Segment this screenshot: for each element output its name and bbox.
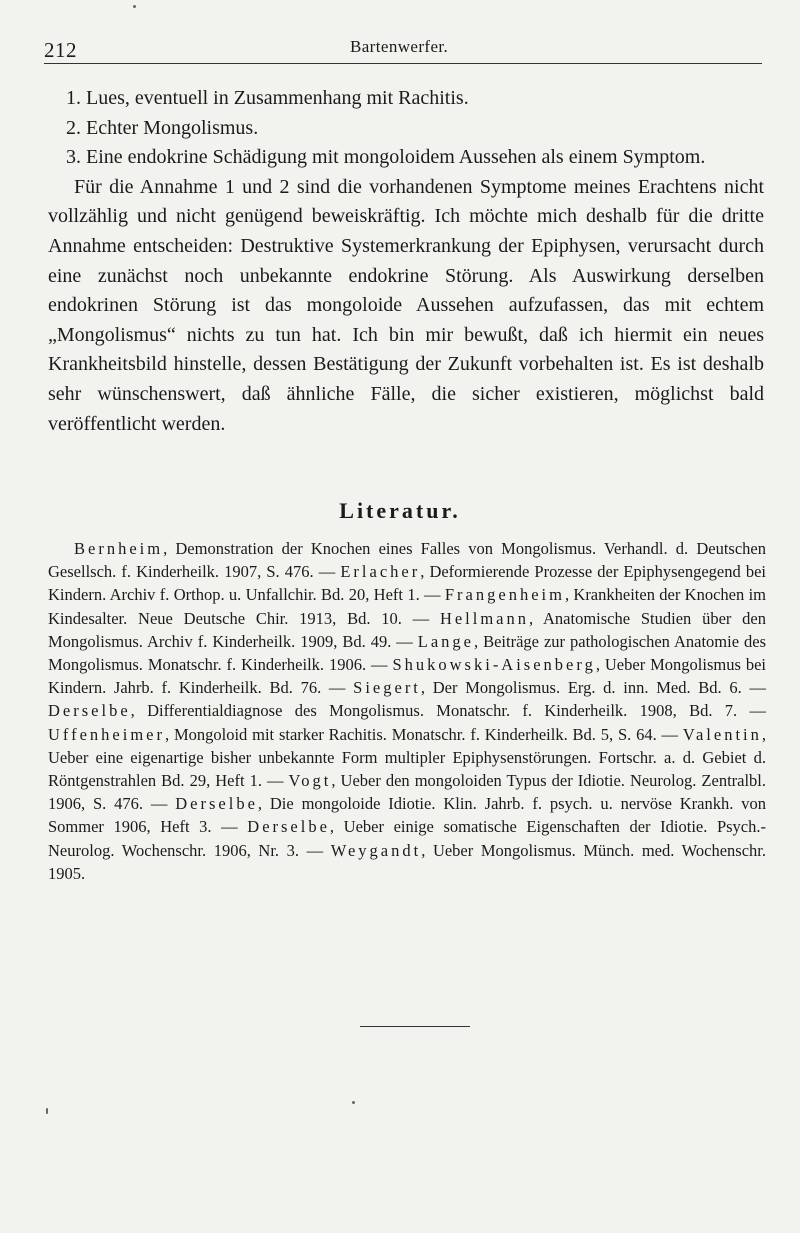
end-rule (360, 1026, 470, 1027)
list-item-2: 2. Echter Mongolismus. (66, 116, 259, 139)
reference-text: , Ueber Mongolismus. Münch. med. Wochenschr. 1905. (48, 840, 767, 883)
reference-item (48, 725, 683, 744)
print-speck (133, 5, 136, 8)
header-rule (44, 63, 762, 64)
reference-author: Bernheim (74, 539, 164, 558)
reference-author: Lange (417, 631, 474, 651)
reference-text: , Krankheiten der Knochen im Kindesalter. Neue Deutsche Chir. 1913, Bd. 10. — (48, 585, 766, 628)
reference-author: Shukowski-Aisenberg (392, 655, 596, 675)
reference-text: , Die mongoloide Idiotie. Klin. Jahrb. f. psych. u. nervöse Krankh. von Sommer 1906, Heft 3. — (48, 794, 766, 837)
reference-author: Derselbe (48, 701, 131, 721)
reference-text: , Ueber Mongolismus bei Kindern. Jahrb. f. Kinderheilk. Bd. 76. — (48, 655, 766, 698)
reference-author: Weygandt (330, 840, 422, 860)
reference-author: Frangenheim (444, 585, 565, 605)
literature-heading: Literatur. (339, 498, 461, 523)
reference-text: , Der Mongolismus. Erg. d. inn. Med. Bd. 6. — (420, 678, 766, 698)
reference-author: Derselbe (175, 794, 258, 814)
reference-item (48, 701, 766, 720)
reference-text: , Ueber einige somatische Eigenschaften der Idiotie. Psych.-Neurolog. Wochenschr. 1906, Nr. 3. — (48, 817, 767, 860)
reference-text: , Differentialdiagnose des Mongolismus. Monatschr. f. Kinderheilk. 1908, Bd. 7. — (130, 701, 766, 721)
body-text (48, 84, 764, 439)
reference-text: , Demonstration der Knochen eines Falles von Mongolismus. Verhandl. d. Deutschen Gesellsch. f. Kinderheilk. 1907, S. 476. — (48, 539, 766, 582)
list-item-1: 1. Lues, eventuell in Zusammenhang mit Rachitis. (66, 87, 469, 109)
running-title: Bartenwerfer. (350, 37, 449, 56)
reference-author: Derselbe (247, 817, 330, 837)
reference-text: , Deformierende Prozesse der Epiphysengegend bei Kindern. Archiv f. Orthop. u. Unfallchir. Bd. 20, Heft 1. — (48, 562, 766, 605)
list-item-3: 3. Eine endokrine Schädigung mit mongoloidem Aussehen als einem Symptom. (66, 146, 706, 169)
reference-author: Hellmann (439, 608, 530, 628)
reference-text: , Anatomische Studien über den Mongolismus. Archiv f. Kinderheilk. 1909, Bd. 49. — (48, 608, 766, 651)
page-number: 212 (44, 38, 77, 62)
reference-text: , Beiträge zur pathologischen Anatomie des Mongolismus. Monatschr. f. Kinderheilk. 1906. — (48, 631, 766, 675)
reference-text: , Ueber eine eigenartige bisher unbekannte Form multipler Epiphysenstörungen. Fortschr. a. d. Gebiet d. Röntgenstrahlen Bd. 29, Heft 1. — (48, 724, 766, 791)
reference-author: Erlacher (340, 562, 421, 582)
reference-text: , Mongoloid mit starker Rachitis. Monatschr. f. Kinderheilk. Bd. 5, S. 64. — (165, 724, 683, 744)
reference-author: Vogt (288, 771, 332, 791)
reference-author: Siegert (353, 678, 421, 698)
print-speck (46, 1108, 48, 1114)
literature-list (48, 537, 766, 885)
reference-item (353, 678, 766, 697)
reference-author: Valentin (682, 724, 762, 744)
reference-author: Uffenheimer (48, 724, 165, 744)
conclusion-paragraph: Für die Annahme 1 und 2 sind die vorhandenen Symptome meines Erachtens nicht vollzählig und nicht genügend beweiskräftig. Ich möchte mich deshalb für die dritte Annahme entscheiden: Destruktive Systemerkrankung der Epiphysen, verursacht durch eine zunächst noch unbekannte endokrine Störung. Als Auswirkung derselben endokrinen Störung ist das mongoloide Aussehen aufzufassen, das mit echtem „Mongolismus“ nichts zu tun hat. Ich bin mir bewußt, daß ich hiermit ein neues Krankheitsbild hinstelle, dessen Bestätigung der Zukunft vorbehalten ist. Es ist deshalb sehr wünschenswert, daß ähnliche Fälle, die sicher existieren, möglichst bald veröffentlicht werden. (48, 175, 764, 435)
print-speck (352, 1101, 355, 1104)
reference-text: , Ueber den mongoloiden Typus der Idiotie. Neurolog. Zentralbl. 1906, S. 476. — (48, 771, 767, 814)
